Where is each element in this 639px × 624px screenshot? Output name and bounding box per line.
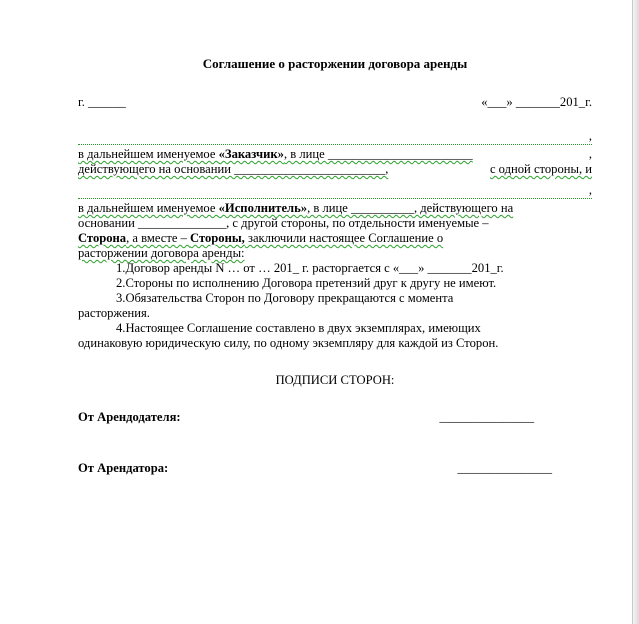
tenant-signature-row [78,461,592,476]
clause-2: 2.Стороны по исполнению Договора претензий друг к другу не имеют. [116,276,497,290]
parties-line: Сторона, а вместе – Стороны, заключили настоящее Соглашение о [78,231,444,245]
line-end-comma: , [588,129,592,143]
customer-role: «Заказчик» [218,147,284,161]
blank-line-party1 [78,129,592,145]
date-field: «___» _______201_г. [481,95,592,109]
page-edge [632,0,639,624]
landlord-label: От Арендодателя: [78,410,181,424]
agreement-subject-line: расторжении договора аренды: [78,246,245,260]
city-date-line [78,95,592,110]
tenant-signature-line: _______________ [457,461,552,475]
contractor-basis-line: основании ______________, с другой стороны, по отдельности именуемые – [78,216,489,230]
clause-4-line2: одинаковую юридическую силу, по одному экземпляру для каждой из Сторон. [78,336,499,350]
contractor-line: в дальнейшем именуемое «Исполнитель», в лице __________, действующего на [78,201,514,215]
contractor-role: «Исполнитель» [218,201,308,215]
document-body [78,56,592,512]
line-end-comma: , [588,147,592,161]
clause-4-line1: 4.Настоящее Соглашение составлено в двух экземплярах, имеющих [116,321,481,335]
line-end-comma: , [588,183,592,197]
customer-line [78,147,592,162]
document-title: Соглашение о расторжении договора аренды [202,56,468,71]
parties-term: Стороны, [190,231,245,245]
clause-3-line2: расторжения. [78,306,150,320]
clause-3-line1: 3.Обязательства Сторон по Договору прекращаются с момента [116,291,454,305]
party-term: Сторона [78,231,127,245]
signatures-title: ПОДПИСИ СТОРОН: [275,373,395,387]
tenant-label: От Арендатора: [78,461,169,475]
landlord-signature-row [78,410,592,425]
landlord-signature-line: _______________ [439,410,534,424]
city-field: г. ______ [78,95,126,109]
customer-basis-line: действующего на основании ________________________, с одной стороны, и [78,162,592,176]
clause-1: 1.Договор аренды N … от … 201_ г. расторгается с «___» _______201_г. [116,261,504,275]
blank-line-party2 [78,183,592,199]
customer-text: в дальнейшем именуемое «Заказчик», в лице _______________________ [78,147,473,161]
